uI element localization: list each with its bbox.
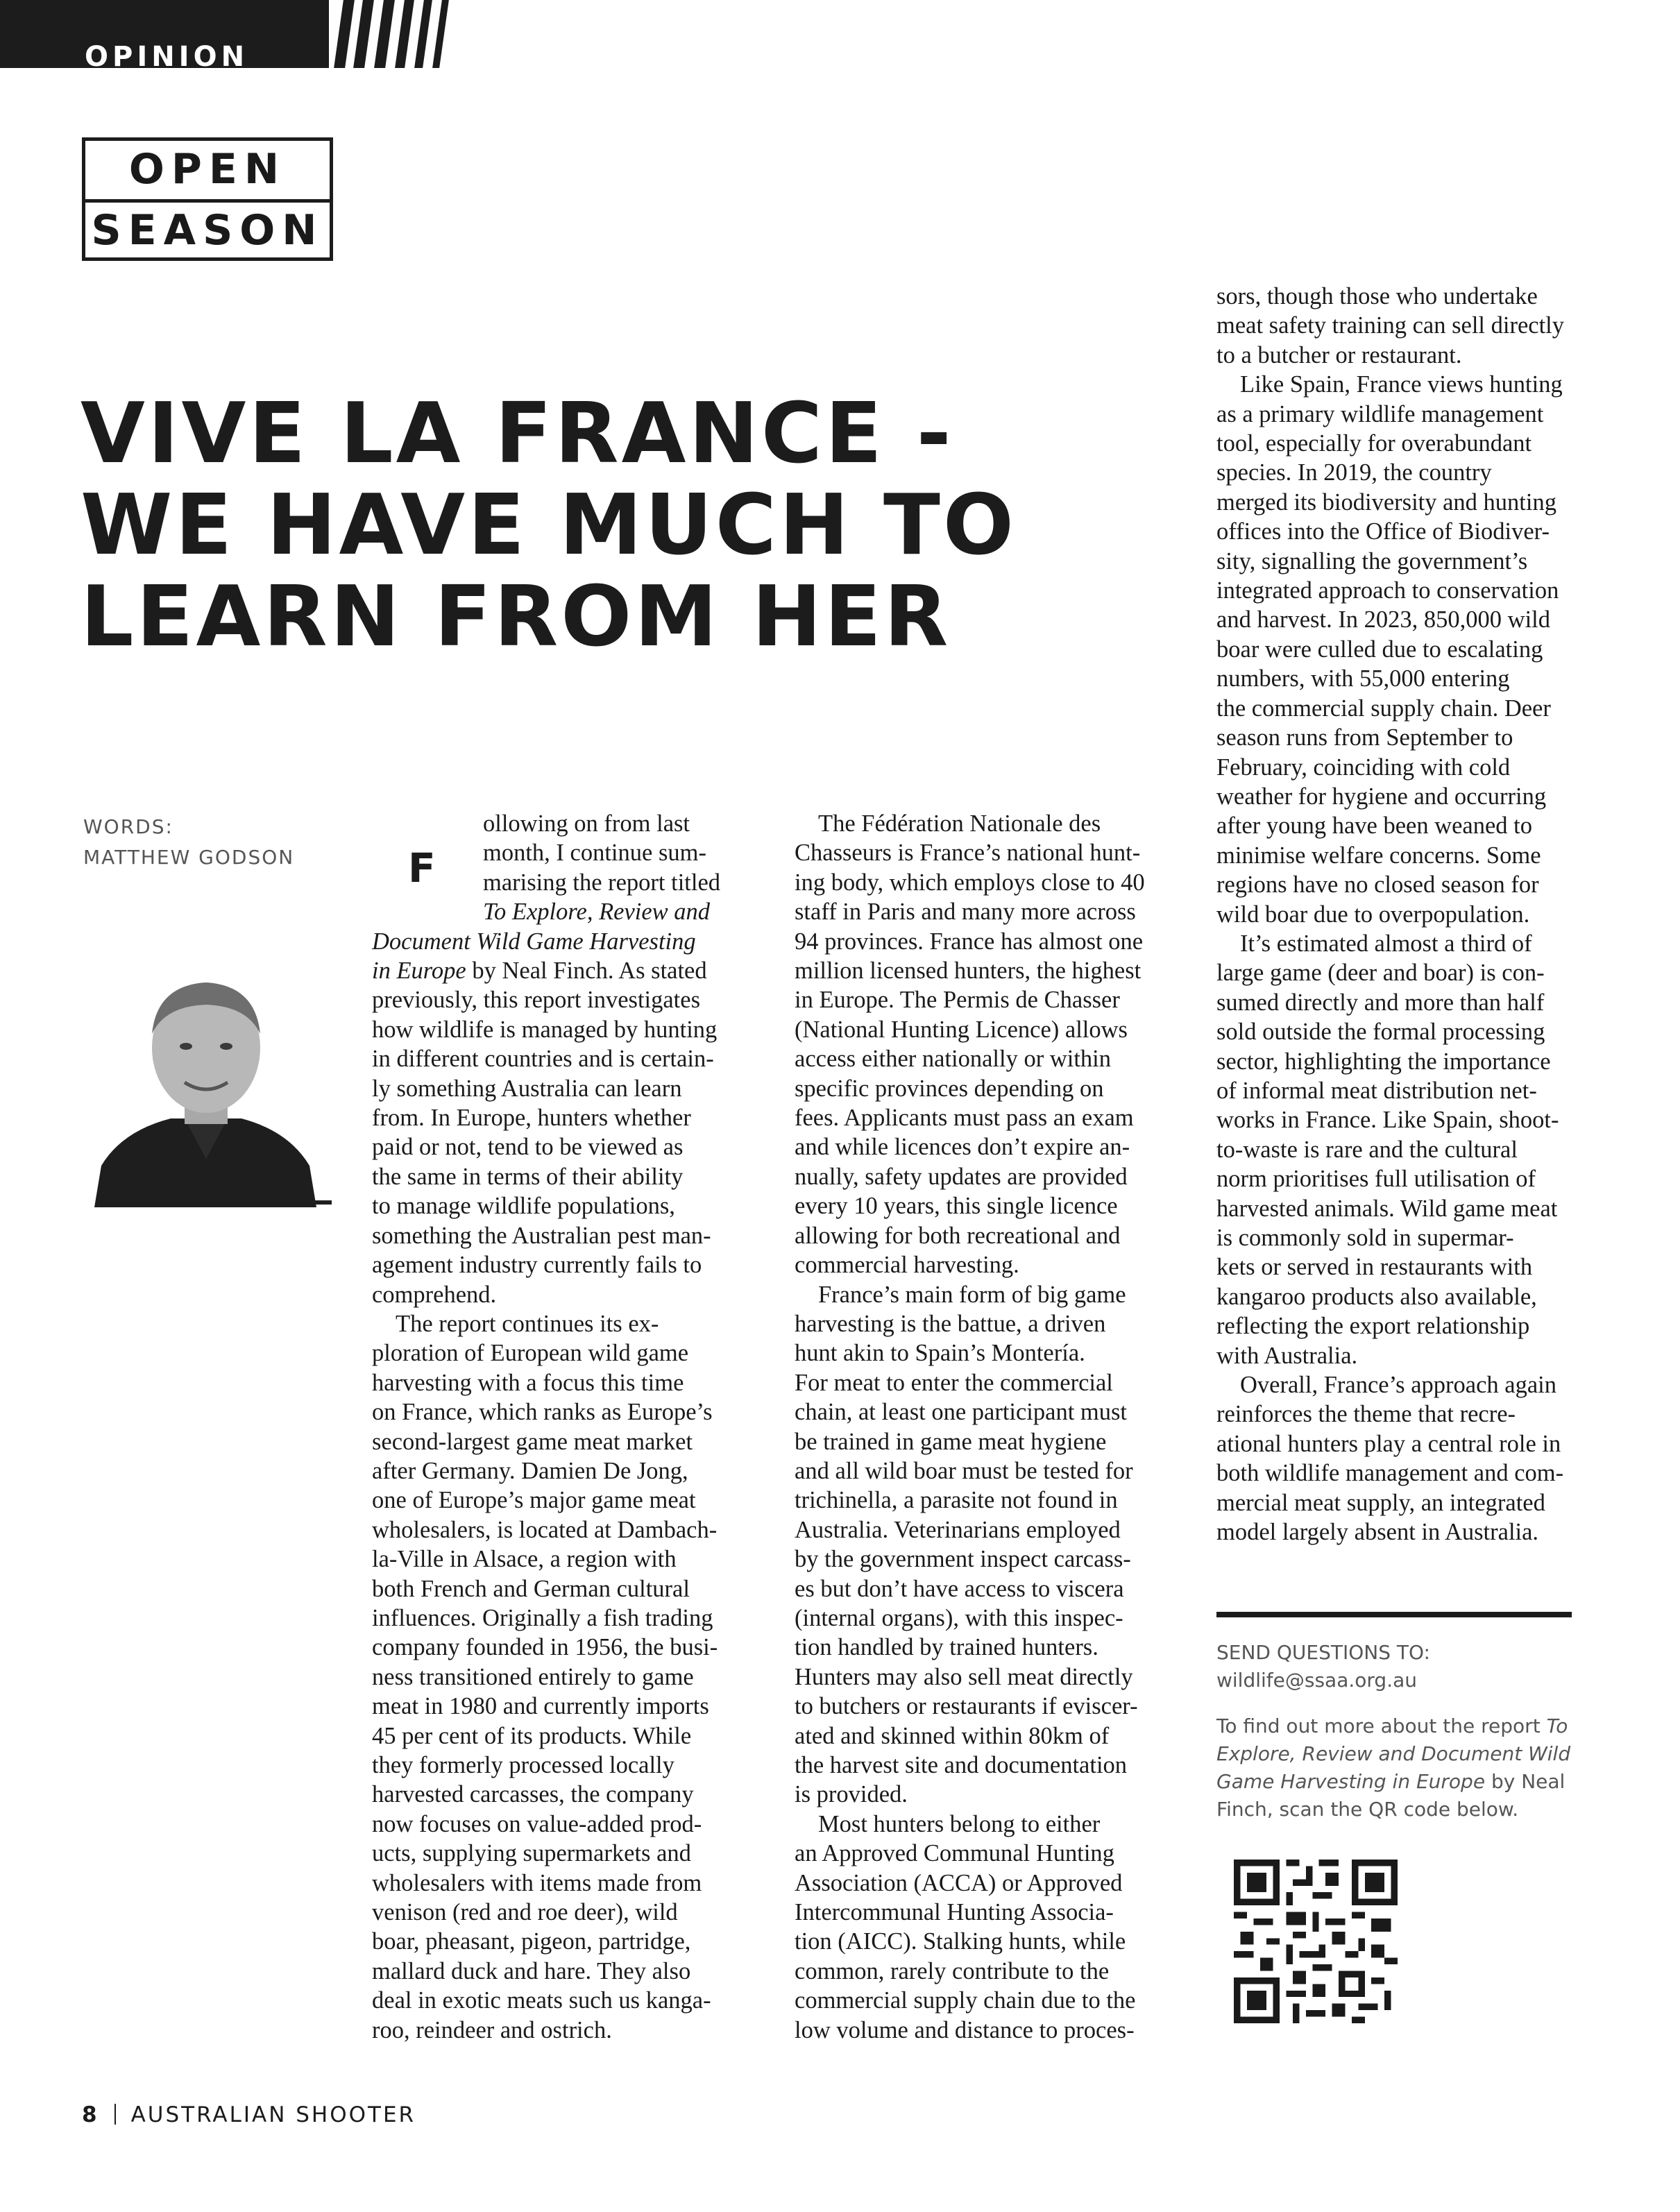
header-stripe [353,0,374,68]
text-line: wholesalers with items made from [372,1869,702,1896]
text-line: to manage wildlife populations, [372,1193,675,1220]
qr-code[interactable] [1234,1860,1398,2023]
text-line: Chasseurs is France’s national hunt- [795,840,1141,867]
section-label: OPINION [85,41,249,73]
report-info-suffix: by Neal Finch, scan the QR code below. [1216,1770,1566,1821]
header-stripe [414,0,432,68]
text-line: ly something Australia can learn [372,1075,682,1102]
text-line: million licensed hunters, the highest [795,958,1142,985]
text-line: model largely absent in Australia. [1216,1519,1539,1546]
text-line: For meat to enter the commercial [795,1369,1113,1396]
text-line: one of Europe’s major game meat [372,1487,696,1514]
text-line: (internal organs), with this inspec- [795,1604,1123,1631]
text-line: Intercommunal Hunting Associa- [795,1899,1114,1926]
text-line: after Germany. Damien De Jong, [372,1457,688,1484]
report-info [1216,1712,1605,1823]
column-name-divider [85,199,330,203]
text-line: to a butcher or restaurant. [1216,341,1462,368]
text-line: is provided. [795,1781,908,1808]
text-line: merged its biodiversity and hunting [1216,488,1556,516]
text-line: ucts, supplying supermarkets and [372,1840,691,1867]
text-line: previously, this report investigates [372,987,701,1014]
text-line: second-largest game meat market [372,1428,693,1455]
text-line: mallard duck and hare. They also [372,1957,691,1984]
text-line: species. In 2019, the country [1216,459,1492,486]
text-line: marising the report titled [483,869,721,896]
text-line: numbers, with 55,000 entering [1216,665,1510,692]
sidebar-rule [1216,1612,1572,1617]
text-line: Overall, France’s approach again [1240,1372,1556,1399]
text-line: offices into the Office of Biodiver- [1216,518,1550,545]
text-line: wild boar due to overpopulation. [1216,901,1530,928]
column-name-box [82,137,333,261]
questions-label: SEND QUESTIONS TO: [1216,1641,1430,1664]
headline-line: VIVE LA FRANCE - [80,386,954,482]
report-title-fragment: in Europe [372,958,466,985]
text-line: in Europe. The Permis de Chasser [795,987,1120,1014]
text-line: la-Ville in Alsace, a region with [372,1546,677,1573]
text-line: norm prioritises full utilisation of [1216,1166,1536,1193]
page-number: 8 [82,2102,99,2127]
text-line: roo, reindeer and ostrich. [372,2016,612,2043]
header-stripe [374,0,395,68]
text-line: The report continues its ex- [396,1310,659,1337]
text-line: season runs from September to [1216,724,1513,751]
text-line: as a primary wildlife management [1216,400,1544,427]
text-line: company founded in 1956, the busi- [372,1634,718,1661]
text-line: February, coinciding with cold [1216,754,1511,781]
header-stripe [432,0,449,68]
text-line: To Explore, Review and [483,899,711,926]
text-line: in Europe by Neal Finch. As stated [372,958,707,985]
byline-label: WORDS: [83,815,173,838]
byline [83,812,294,873]
author-portrait [80,958,332,1207]
text-line: how wildlife is managed by hunting [372,1016,718,1043]
text-line: sold outside the formal processing [1216,1019,1545,1046]
text-line: commercial harvesting. [795,1252,1019,1279]
text-line: Document Wild Game Harvesting [372,928,696,955]
text-line: commercial supply chain due to the [795,1987,1136,2014]
publication-name: AUSTRALIAN SHOOTER [130,2102,416,2127]
text-line: both wildlife management and com- [1216,1460,1564,1487]
text-line: ollowing on from last [483,810,690,837]
text-line: wholesalers, is located at Dambach- [372,1516,718,1543]
text-line: harvesting is the battue, a driven [795,1310,1106,1337]
text-line: The Fédération Nationale des [818,810,1101,837]
text-line: both French and German cultural [372,1575,690,1602]
text-line: Like Spain, France views hunting [1240,371,1563,398]
text-line: 94 provinces. France has almost one [795,928,1144,955]
sidebar-notes [1216,1639,1605,1823]
text-line: trichinella, a parasite not found in [795,1487,1118,1514]
column-name-line2: SEASON [91,206,324,255]
text-line: 45 per cent of its products. While [372,1722,692,1749]
text-line: specific provinces depending on [795,1075,1104,1102]
text-line: in different countries and is certain- [372,1046,714,1073]
headline-line: WE HAVE MUCH TO [80,477,1017,574]
text-line: from. In Europe, hunters whether [372,1105,691,1132]
text-line: the same in terms of their ability [372,1163,684,1190]
text-line: boar, pheasant, pigeon, partridge, [372,1928,691,1955]
text-line: on France, which ranks as Europe’s [372,1399,713,1426]
body-column-1 [372,809,761,2045]
text-line: ness transitioned entirely to game [372,1663,694,1690]
text-line: reflecting the export relationship [1216,1313,1530,1340]
text-line: boar were culled due to escalating [1216,636,1543,663]
text-line: and all wild boar must be tested for [795,1457,1133,1484]
text-line: harvesting with a focus this time [372,1369,684,1396]
byline-author: MATTHEW GODSON [83,846,295,869]
text-line: meat safety training can sell directly [1216,312,1565,339]
text-line: sumed directly and more than half [1216,989,1545,1016]
text-line: harvested animals. Wild game meat [1216,1195,1558,1222]
footer-separator [114,2104,116,2125]
text-line: ated and skinned within 80km of [795,1722,1110,1749]
text-line: be trained in game meat hygiene [795,1428,1107,1455]
text-line: chain, at least one participant must [795,1399,1128,1426]
text-line: mercial meat supply, an integrated [1216,1489,1545,1516]
text-line: tion handled by trained hunters. [795,1634,1098,1661]
text-line: reinforces the theme that recre- [1216,1401,1516,1428]
text-line: the harvest site and documentation [795,1752,1128,1778]
headline-line: LEARN FROM HER [80,569,951,665]
text-line: ploration of European wild game [372,1340,689,1367]
text-line: agement industry currently fails to [372,1252,702,1279]
text-line: (National Hunting Licence) allows [795,1016,1128,1043]
drop-cap: F [408,844,436,892]
body-column-2 [795,809,1183,2045]
column-name-line1: OPEN [128,145,287,194]
text-line: Hunters may also sell meat directly [795,1663,1133,1690]
header-stripe [334,0,355,68]
text-line: fees. Applicants must pass an exam [795,1105,1134,1132]
text-line: the commercial supply chain. Deer [1216,695,1551,722]
text-line: nually, safety updates are provided [795,1163,1128,1190]
text-line: tion (AICC). Stalking hunts, while [795,1928,1126,1955]
text-line: Association (ACCA) or Approved [795,1869,1123,1896]
text-line: is commonly sold in supermar- [1216,1225,1514,1251]
text-line: meat in 1980 and currently imports [372,1693,709,1720]
text-line: es but don’t have access to viscera [795,1575,1124,1602]
text-line: large game (deer and boar) is con- [1216,960,1545,987]
text-line: tool, especially for overabundant [1216,430,1532,457]
text-line: paid or not, tend to be viewed as [372,1134,684,1161]
text-line: to butchers or restaurants if eviscer- [795,1693,1138,1720]
text-line: kets or served in restaurants with [1216,1254,1533,1281]
text-line: after young have been weaned to [1216,813,1533,840]
text-line: integrated approach to conservation [1216,577,1559,604]
report-info-prefix: To find out more about the report [1216,1715,1541,1737]
text-line: and while licences don’t expire an- [795,1134,1130,1161]
body-column-3 [1216,282,1605,1547]
header-stripe [395,0,414,68]
page-footer [82,2101,416,2129]
text-line: France’s main form of big game [818,1281,1126,1308]
text-line: they formerly processed locally [372,1752,674,1778]
text-line: and harvest. In 2023, 850,000 wild [1216,606,1551,633]
text-line: Australia. Veterinarians employed [795,1516,1121,1543]
text-line: venison (red and roe deer), wild [372,1899,678,1926]
text-line: something the Australian pest man- [372,1222,711,1249]
text-line: access either nationally or within [795,1046,1112,1073]
text-line: minimise welfare concerns. Some [1216,842,1541,869]
text-line: to-waste is rare and the cultural [1216,1136,1518,1163]
text-line: kangaroo products also available, [1216,1283,1537,1310]
text-line: month, I continue sum- [483,840,706,867]
text-line: ing body, which employs close to 40 [795,869,1145,896]
text-line: sity, signalling the government’s [1216,547,1528,575]
text-line: hunt akin to Spain’s Montería. [795,1340,1085,1367]
article-headline [80,386,1017,665]
text-line: ational hunters play a central role in [1216,1430,1561,1457]
text-line: now focuses on value-added prod- [372,1810,702,1837]
report-title: To Explore, Review and Document Wild Game Harvesting in Europe [1216,1715,1571,1793]
text-line: by the government inspect carcass- [795,1546,1131,1573]
text-line: Most hunters belong to either [818,1810,1101,1837]
text-line: sector, highlighting the importance [1216,1048,1551,1075]
text-line: works in France. Like Spain, shoot- [1216,1107,1559,1134]
text-line: common, rarely contribute to the [795,1957,1110,1984]
text-line: of informal meat distribution net- [1216,1077,1537,1104]
text-line: deal in exotic meats such us kanga- [372,1987,711,2014]
text-line: influences. Originally a fish trading [372,1604,713,1631]
text-line: staff in Paris and many more across [795,899,1136,926]
text-line: low volume and distance to proces- [795,2016,1135,2043]
text-line: weather for hygiene and occurring [1216,783,1547,810]
text-line: with Australia. [1216,1342,1358,1369]
text-line: an Approved Communal Hunting [795,1840,1114,1867]
text-line: It’s estimated almost a third of [1240,930,1532,957]
text-line: harvested carcasses, the company [372,1781,694,1808]
text-line: every 10 years, this single licence [795,1193,1118,1220]
text-line: sors, though those who undertake [1216,283,1538,309]
text-line: comprehend. [372,1281,497,1308]
text-line: allowing for both recreational and [795,1222,1121,1249]
text-line: regions have no closed season for [1216,871,1539,899]
contact-email[interactable]: wildlife@ssaa.org.au [1216,1669,1417,1692]
